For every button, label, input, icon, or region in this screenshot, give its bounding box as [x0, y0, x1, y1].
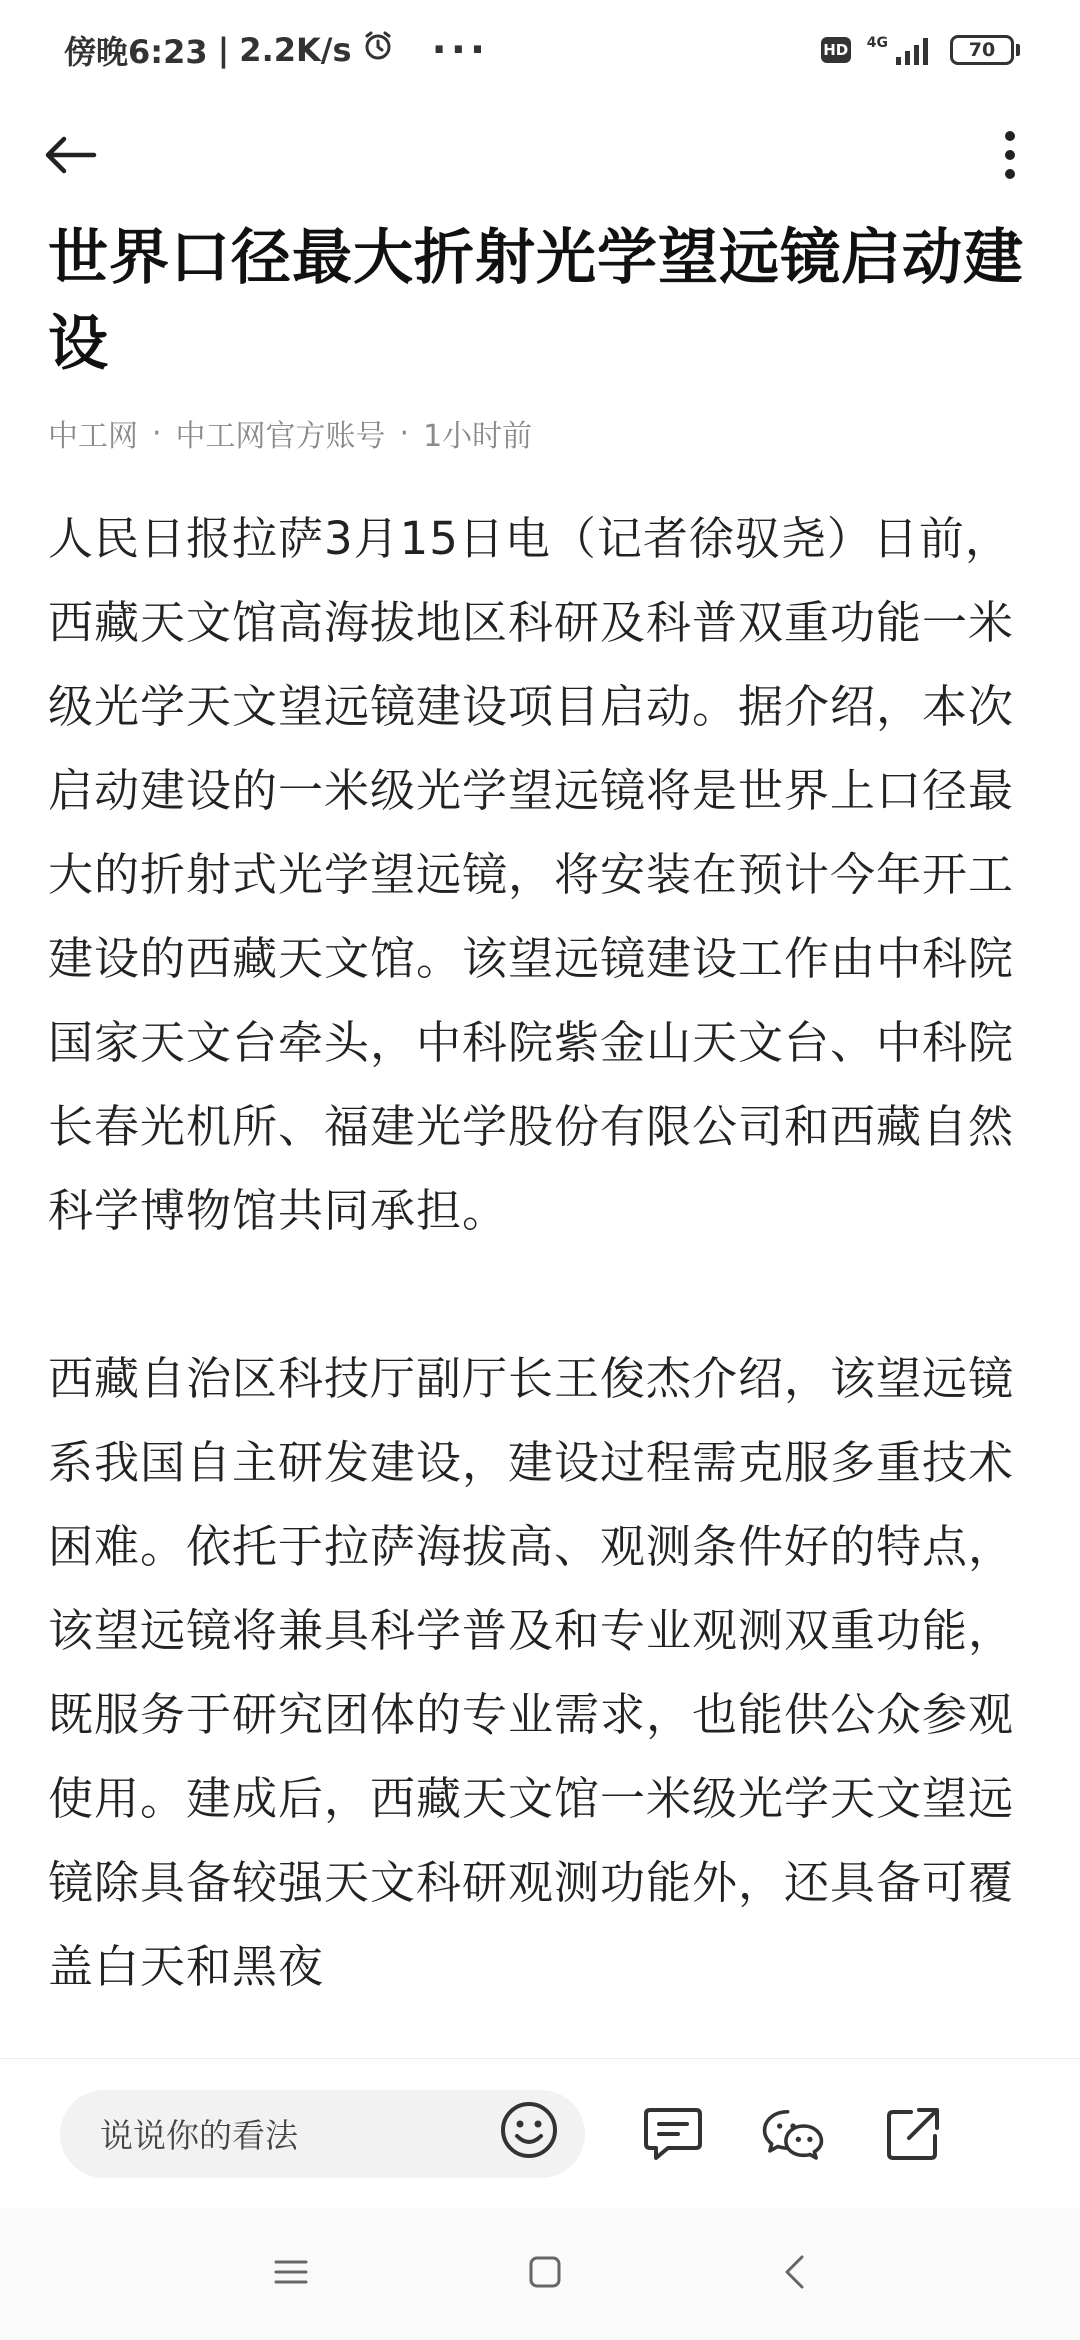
emoji-icon[interactable]	[499, 2100, 559, 2168]
system-back-icon[interactable]	[782, 2254, 806, 2294]
status-right	[821, 35, 1020, 65]
article-paragraph: 人民日报拉萨3月15日电（记者徐驭尧）日前，西藏天文馆高海拔地区科研及科普双重功能一米级光学天文望远镜建设项目启动。据介绍，本次启动建设的一米级光学望远镜将是世界上口径最大的折射式光学望远镜，将安装在预计今年开工建设的西藏天文馆。该望远镜建设工作由中科院国家天文台牵头，中科院紫金山天文台、中科院长春光机所、福建光学股份有限公司和西藏自然科学博物馆共同承担。	[48, 512, 1015, 1237]
signal-icon	[867, 35, 934, 65]
status-time: 傍晚6:23	[64, 33, 208, 71]
wechat-icon[interactable]	[761, 2102, 825, 2166]
home-icon[interactable]	[528, 2255, 562, 2293]
arrow-left-icon	[42, 135, 98, 175]
more-vertical-icon	[1002, 130, 1018, 180]
battery-level: 70	[950, 35, 1014, 65]
status-separator: |	[217, 31, 230, 69]
article-account[interactable]: 中工网官方账号	[175, 419, 386, 454]
action-icons	[641, 2102, 945, 2166]
meta-dot: ·	[152, 415, 162, 451]
article-time: 1小时前	[423, 419, 533, 454]
nav-bar	[0, 100, 1080, 210]
comment-placeholder: 说说你的看法	[100, 2116, 298, 2155]
back-button[interactable]	[40, 125, 100, 185]
article	[48, 215, 1038, 2009]
article-meta	[48, 411, 1038, 455]
article-source[interactable]: 中工网	[48, 419, 138, 454]
comment-bar	[0, 2058, 1080, 2208]
meta-dot: ·	[399, 415, 410, 451]
status-left	[64, 27, 489, 73]
system-nav-bar	[0, 2208, 1080, 2340]
network-speed: 2.2K/s	[239, 31, 352, 69]
more-options-button[interactable]	[980, 125, 1040, 185]
comment-input[interactable]	[60, 2090, 585, 2178]
status-more-icon: ···	[431, 27, 490, 73]
battery-icon	[950, 35, 1020, 65]
menu-icon[interactable]	[274, 2257, 308, 2291]
comment-icon[interactable]	[641, 2102, 705, 2166]
article-paragraph: 西藏自治区科技厅副厅长王俊杰介绍，该望远镜系我国自主研发建设，建设过程需克服多重技术困难。依托于拉萨海拔高、观测条件好的特点，该望远镜将兼具科学普及和专业观测双重功能，既服务于研究团体的专业需求，也能供公众参观使用。建成后，西藏天文馆一米级光学天文望远镜除具备较强天文科研观测功能外，还具备可覆盖白天和黑夜	[48, 1352, 1015, 1993]
hd-badge: HD	[821, 37, 851, 63]
alarm-icon	[362, 30, 394, 70]
status-bar	[0, 0, 1080, 100]
article-title: 世界口径最大折射光学望远镜启动建设	[48, 223, 1024, 379]
share-icon[interactable]	[881, 2102, 945, 2166]
network-type: 4G	[866, 35, 888, 51]
